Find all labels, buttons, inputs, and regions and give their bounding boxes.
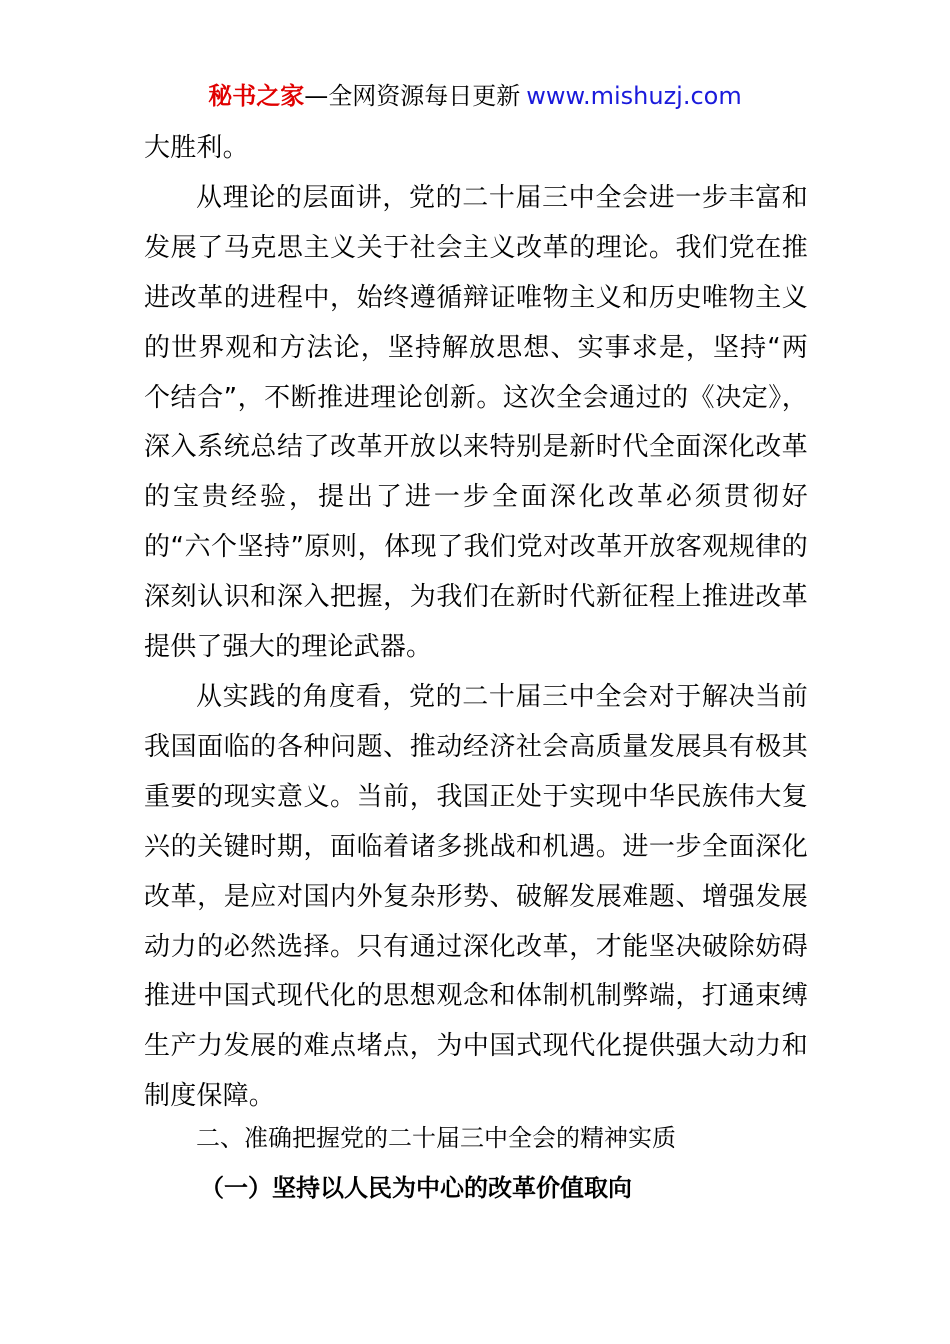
paragraph-theory: 从理论的层面讲，党的二十届三中全会进一步丰富和发展了马克思主义关于社会主义改革的理论。我们党在推进改革的进程中，始终遵循辩证唯物主义和历史唯物主义的世界观和方法论，坚持解放思想、实事求是，坚持“两个结合”，不断推进理论创新。这次全会通过的《决定》，深入系统总结了改革开放以来特别是新时代全面深化改革的宝贵经验，提出了进一步全面深化改革必须贯彻好的“六个坚持”原则，体现了我们党对改革开放客观规律的深刻认识和深入把握，为我们在新时代新征程上推进改革提供了强大的理论武器。 (144, 182, 808, 663)
paragraph-practice: 从实践的角度看，党的二十届三中全会对于解决当前我国面临的各种问题、推动经济社会高质量发展具有极其重要的现实意义。当前，我国正处于实现中华民族伟大复兴的关键时期，面临着诸多挑战和机遇。进一步全面深化改革，是应对国内外复杂形势、破解发展难题、增强发展动力的必然选择。只有通过深化改革，才能坚决破除妨碍推进中国式现代化的思想观念和体制机制弊端，打通束缚生产力发展的难点堵点，为中国式现代化提供强大动力和制度保障。 (144, 681, 808, 1112)
section-heading: 二、准确把握党的二十届三中全会的精神实质 (196, 1124, 676, 1152)
document-body (144, 124, 808, 1122)
continuation-text: 大胜利。 (144, 133, 249, 163)
site-url-link[interactable]: www.mishuzj.com (526, 82, 742, 110)
brand-name: 秘书之家 (208, 82, 305, 110)
header-tagline: —全网资源每日更新 (304, 82, 521, 110)
page-header (0, 80, 950, 112)
subsection-heading: （一）坚持以人民为中心的改革价值取向 (200, 1174, 632, 1202)
